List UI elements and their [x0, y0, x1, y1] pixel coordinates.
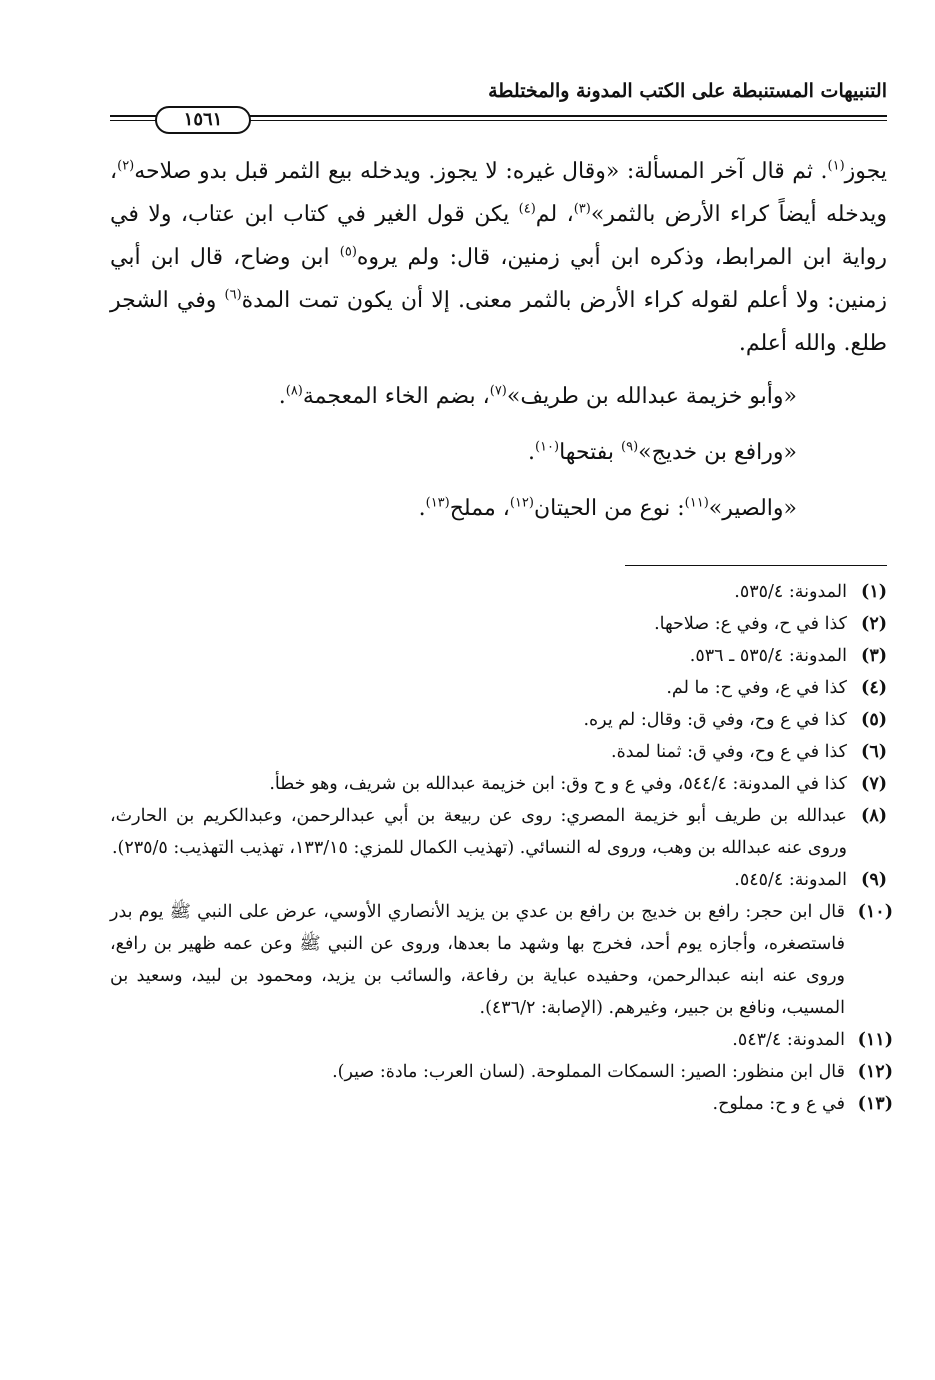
quote-line — [110, 425, 797, 481]
footnote — [110, 768, 887, 800]
quote-line — [110, 481, 797, 537]
quote-text: ، مملح — [449, 496, 510, 521]
footnote — [110, 1024, 893, 1056]
main-paragraph — [110, 150, 887, 365]
quote-text: . — [278, 384, 286, 409]
footnote-text: كذا في ح، وفي ع: صلاحها. — [654, 614, 847, 634]
footnote-text: كذا في ع، وفي ح: ما لم. — [666, 678, 847, 698]
footnote-marker: (٦) — [224, 287, 242, 303]
footnote-text: المدونة: ٥٣٥/٤ ـ ٥٣٦. — [689, 646, 847, 666]
footnote-marker: (٣) — [573, 201, 591, 217]
footnote-text: كذا في المدونة: ٥٤٤/٤، وفي ع و ح وق: ابن خزيمة عبدالله بن شريف، وهو خطأ. — [269, 774, 847, 794]
footnote-marker: (١٠) — [534, 439, 560, 455]
footnote-number: (٤) — [861, 678, 887, 698]
footnote — [110, 1088, 893, 1120]
quote-text: «وأبو خزيمة عبدالله بن طريف» — [506, 384, 797, 409]
quote-text: . — [527, 440, 535, 465]
book-page — [110, 78, 893, 1120]
text-run: ابن وضاح، قال ابن أبي زمنين: ولا أعلم لقوله كراء الأرض بالثمر معنى. إلا أن يكون تمت المدة — [110, 245, 887, 313]
footnote-text: المدونة: ٥٤٥/٤. — [734, 870, 847, 890]
footnote-marker: (٤) — [518, 201, 536, 217]
footnote-text: المدونة: ٥٤٣/٤. — [732, 1030, 845, 1050]
footnote-marker: (١) — [827, 158, 845, 174]
footnote — [110, 704, 887, 736]
text-run: ، ويدخله أيضاً كراء الأرض بالثمر» — [110, 159, 887, 227]
footnote — [110, 640, 887, 672]
quote-text: ، بضم الخاء المعجمة — [302, 384, 490, 409]
running-header — [110, 78, 887, 132]
footnote-number: (١١) — [857, 1030, 893, 1050]
footnote — [110, 864, 887, 896]
footnote — [110, 576, 887, 608]
footnote-text: عبدالله بن طريف أبو خزيمة المصري: روى عن ربيعة بن أبي عبدالرحمن، وعبدالكريم بن الحارث، وروى عنه عبدالله بن وهب، وروى له النسائي. (تهذيب الكمال للمزي: ١٣٣/١٥، تهذيب التهذيب: ٢٣٥/٥). — [110, 806, 847, 858]
footnote — [110, 672, 887, 704]
text-run: يجوز — [844, 159, 887, 184]
footnote-number: (١٣) — [857, 1094, 893, 1114]
footnote-marker: (٧) — [489, 383, 507, 399]
footnote-separator — [625, 565, 887, 566]
footnote-text: كذا في ع وح، وفي ق: ثمنا لمدة. — [611, 742, 847, 762]
footnote-number: (٣) — [861, 646, 887, 666]
footnote — [110, 736, 887, 768]
footnote-marker: (٢) — [117, 158, 135, 174]
footnote-text: كذا في ع وح، وفي ق: وقال: لم يره. — [583, 710, 847, 730]
footnote-number: (٢) — [861, 614, 887, 634]
footnote — [110, 1056, 893, 1088]
footnote-number: (٥) — [861, 710, 887, 730]
footnote-text: قال ابن منظور: الصير: السمكات المملوحة. (لسان العرب: مادة: صير). — [332, 1062, 845, 1082]
footnote-marker: (١١) — [684, 495, 709, 511]
footnote-text: في ع و ح: مملوح. — [712, 1094, 845, 1114]
quote-text: : نوع من الحيتان — [533, 496, 685, 521]
footnote-text: قال ابن حجر: رافع بن خديج بن رافع بن عدي بن يزيد الأنصاري الأوسي، عرض على النبي ﷺ يوم بدر فاستصغره، وأجازه يوم أحد، فخرج بها وشهد ما بعدها، وروى عن النبي ﷺ وعن عمه ظهير بن رافع، وروى عنه ابنه عبدالرحمن، وحفيده عباية بن رفاعة، والسائب بن يزيد، ومحمود بن لبيد، وسعيد بن المسيب، ونافع بن جبير، وغيرهم. (الإصابة: ٤٣٦/٢). — [110, 902, 845, 1018]
footnote-marker: (٨) — [285, 383, 303, 399]
footnote-number: (١٢) — [857, 1062, 893, 1082]
footnotes — [110, 576, 893, 1120]
quote-text: . — [418, 496, 426, 521]
footnote-number: (٧) — [861, 774, 887, 794]
running-title: التنبيهات المستنبطة على الكتب المدونة والمختلطة — [488, 80, 887, 102]
footnote-text: المدونة: ٥٣٥/٤. — [734, 582, 847, 602]
footnote-marker: (١٣) — [425, 495, 450, 511]
footnote — [110, 608, 887, 640]
footnote — [110, 896, 893, 1024]
footnote-marker: (١٢) — [509, 495, 534, 511]
text-run: . ثم قال آخر المسألة: «وقال غيره: لا يجوز. ويدخله بيع الثمر قبل بدو صلاحه — [134, 159, 828, 184]
page-number-badge: ١٥٦١ — [155, 106, 251, 134]
quote-text: «والصير» — [708, 496, 797, 521]
footnote-number: (٩) — [861, 870, 887, 890]
footnote — [110, 800, 887, 864]
text-run: وفي الشجر طلع. والله أعلم. — [110, 288, 887, 356]
quoted-entries — [110, 369, 887, 537]
text-run: يكن قول الغير في كتاب ابن عتاب، ولا في رواية ابن المرابط، وذكره ابن أبي زمنين، قال: ولم يروه — [110, 202, 887, 270]
footnote-marker: (٩) — [621, 439, 639, 455]
footnote-marker: (٥) — [339, 244, 357, 260]
quote-text: بفتحها — [559, 440, 622, 465]
footnote-number: (٨) — [861, 806, 887, 826]
footnote-number: (٦) — [861, 742, 887, 762]
text-run: ، لم — [535, 202, 574, 227]
footnote-number: (١٠) — [857, 902, 893, 922]
quote-text: «ورافع بن خديج» — [638, 440, 797, 465]
quote-line — [110, 369, 797, 425]
footnote-number: (١) — [861, 582, 887, 602]
